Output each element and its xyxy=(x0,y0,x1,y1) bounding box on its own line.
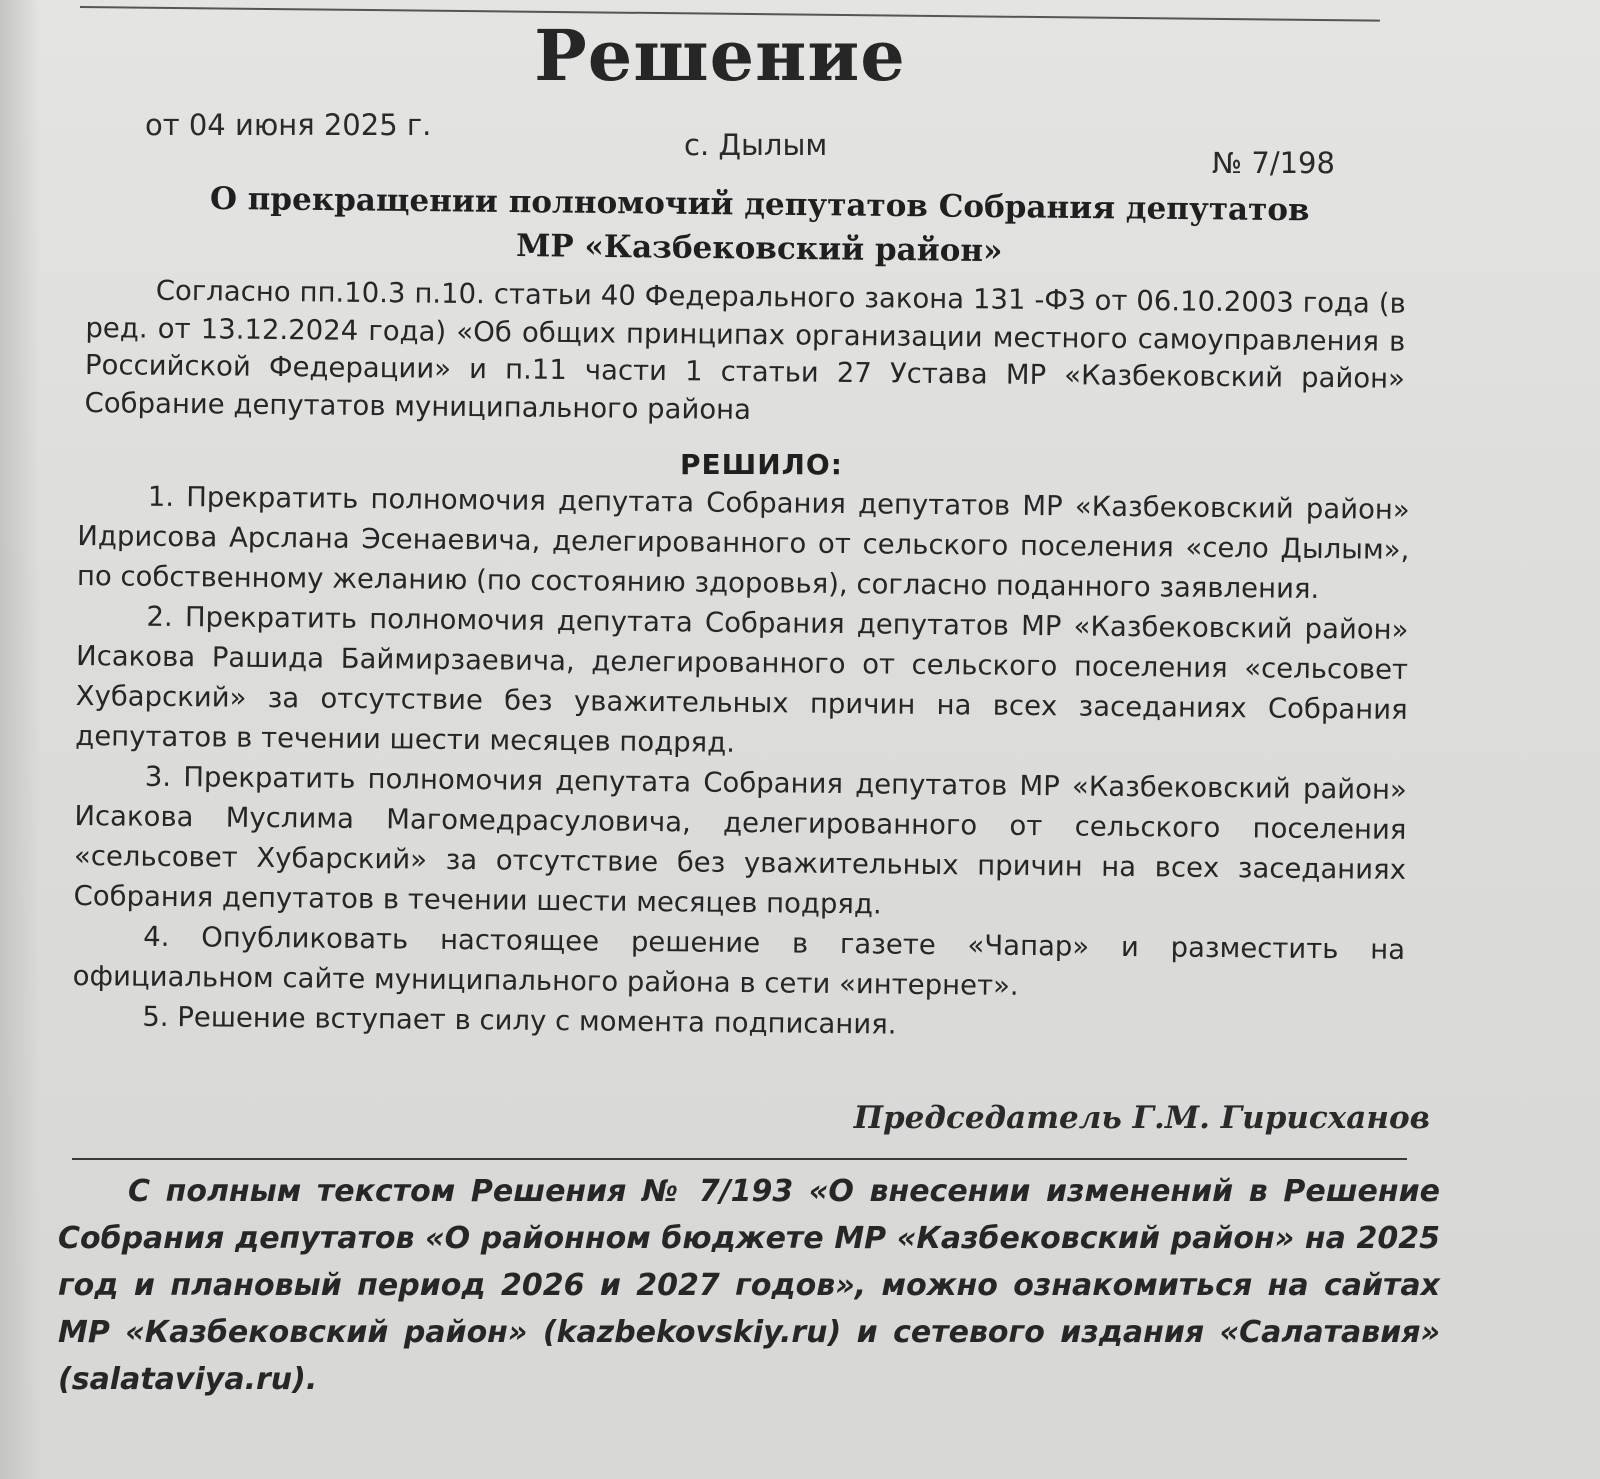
heading-line-2: МР «Казбековский район» xyxy=(515,228,1003,270)
decision-item-1: 1. Прекратить полномочия депутата Собрания депутатов МР «Казбековский район» Идрисова Арслана Эсенаевича, делегированного от сельского поселения «село Дылым», по собственному желанию (по состоянию здоровья), согласно поданного заявления. xyxy=(76,480,1410,606)
preamble-text: Согласно пп.10.3 п.10. статьи 40 Федерального закона 131 -ФЗ от 06.10.2003 года (в ред. от 13.12.2024 года) «Об общих принципах организации местного самоуправления в Российской Федерации» и п.11 части 1 статьи 27 Устава МР «Казбековский район» Собрание депутатов муниципального района xyxy=(84,274,1406,426)
signature: Председатель Г.М. Гирисханов xyxy=(853,1100,1430,1136)
decision-item-4: 4. Опубликовать настоящее решение в газете «Чапар» и разместить на официальном сайте муниципального района в сети «интернет». xyxy=(72,920,1406,1002)
page-shadow xyxy=(0,0,40,1479)
decision-items xyxy=(72,476,1410,1050)
notice-block xyxy=(58,1168,1440,1403)
decision-item-3: 3. Прекратить полномочия депутата Собрания депутатов МР «Казбековский район» Исакова Муслима Магомедрасуловича, делегированного от сельского поселения «сельсовет Хубарский» за отсутствие без уважительных причин на всех заседаниях Собрания депутатов в течении шести месяцев подряд. xyxy=(73,760,1407,921)
notice-text: С полным текстом Решения № 7/193 «О внесении изменений в Решение Собрания депутатов «О районном бюджете МР «Казбековский район» на 2025 год и плановый период 2026 и 2027 годов», можно ознакомиться на сайтах МР «Казбековский район» (kazbekovskiy.ru) и сетевого издания «Салатавия» (salataviya.ru). xyxy=(58,1174,1440,1397)
decision-item-2: 2. Прекратить полномочия депутата Собрания депутатов МР «Казбековский район» Исакова Рашида Баймирзаевича, делегированного от сельского поселения «сельсовет Хубарский» за отсутствие без уважительных причин на всех заседаниях Собрания депутатов в течении шести месяцев подряд. xyxy=(75,600,1409,759)
document-heading xyxy=(129,176,1390,277)
preamble-block xyxy=(84,272,1405,436)
heading-line-1: О прекращении полномочий депутатов Собрания депутатов xyxy=(209,180,1310,229)
document-number: № 7/198 xyxy=(1212,146,1335,180)
decided-label: РЕШИЛО: xyxy=(680,448,843,481)
section-divider xyxy=(72,1158,1407,1160)
document-date: от 04 июня 2025 г. xyxy=(145,108,432,142)
document-title: Решение xyxy=(534,14,906,97)
document-place: с. Дылым xyxy=(684,128,828,162)
decision-item-5: 5. Решение вступает в силу с момента подписания. xyxy=(142,1000,897,1041)
